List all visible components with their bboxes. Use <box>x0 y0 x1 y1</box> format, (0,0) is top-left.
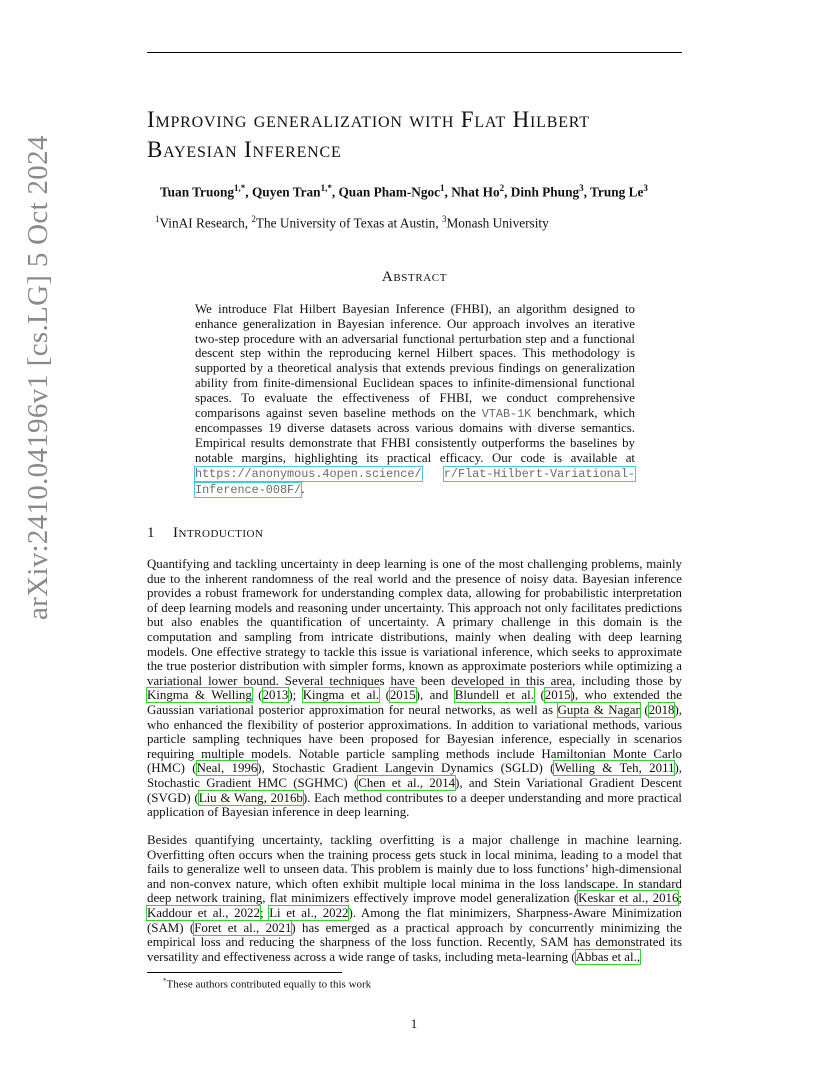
citation-author: Chen et al. <box>358 775 420 790</box>
citation-link[interactable]: Neal, 1996 <box>196 761 258 776</box>
citation-year: 2016 <box>652 891 679 906</box>
paragraph-text: Quantifying and tackling uncertainty in deep learning is one of the most challenging problems, mainly due to the inherent randomness of the real world and the presence of noisy data. Bayesian inference provides a robust framework for understanding complex data, allowing for probabilistic interpretation of deep learning models and reasoning under uncertainty. This approach not only facilitates predictions but also enables the quantification of uncertainty. A primary challenge in this domain is the computation and sampling from intricate distributions, mainly when dealing with deep learning models. One effective strategy to tackle this issue is variational inference, which seeks to approximate the true posterior distribution with simpler forms, known as approximate posteriors while optimizing a variational lower bound. Several techniques have been developed in this area, including those by <box>147 557 682 688</box>
affiliations <box>155 214 675 231</box>
abstract-body <box>195 302 635 497</box>
author-affil-mark: 3 <box>579 183 584 193</box>
footnote-text: These authors contributed equally to this work <box>166 978 372 991</box>
affil-mark: 1 <box>155 214 160 224</box>
citation-link[interactable]: Foret et al., 2021 <box>194 920 292 935</box>
citation-author: Kingma et al. <box>302 688 380 703</box>
paragraph-text: , who extended the Gaussian variational posterior approximation for neural networks, as well as <box>147 688 682 717</box>
paragraph-text: ; <box>292 688 303 703</box>
author-name: Quan Pham-Ngoc <box>338 184 441 200</box>
citation-year: 2011 <box>649 761 675 776</box>
paragraph-text: ). Among the flat minimizers, Sharpness-Aware Minimization (SAM) ( <box>147 905 682 935</box>
citation-author: Welling & Teh <box>554 761 639 776</box>
citation-link[interactable] <box>545 688 571 702</box>
citation-year: 2022 <box>234 905 260 920</box>
paragraph-text: ; <box>259 905 270 920</box>
citation-author: Kaddour et al. <box>147 905 226 920</box>
citation-link[interactable] <box>576 950 640 964</box>
paragraph-text: ), Stochastic Gradient HMC (SGHMC) ( <box>147 761 682 790</box>
paragraph-text: ), and Stein Variational Gradient Descent (SVGD) ( <box>147 775 682 805</box>
citation-year: 2022 <box>322 905 349 920</box>
citation-author: Foret et al. <box>194 920 256 935</box>
paragraph-text: , <box>636 949 641 964</box>
intro-paragraph-2 <box>147 833 682 964</box>
citation-author: Neal <box>196 761 221 776</box>
author-name: Trung Le <box>590 184 644 200</box>
section-heading <box>147 525 682 542</box>
header-rule <box>147 52 682 53</box>
author-affil-mark: 3 <box>643 183 648 193</box>
citation-author: Keskar et al. <box>578 891 646 906</box>
author-affil-mark: 1,* <box>320 183 332 193</box>
paper-title <box>147 105 707 165</box>
affil-mark: 3 <box>441 214 447 224</box>
footnote-mark: * <box>163 977 167 985</box>
author-affil-mark: 1 <box>440 183 445 193</box>
abstract-text: . <box>301 481 305 496</box>
citation-link[interactable] <box>147 688 252 702</box>
section-title: Introduction <box>173 525 264 541</box>
citation-year: 2018 <box>648 702 675 717</box>
author-affil-mark: 2 <box>499 183 505 193</box>
code-url-link[interactable]: https://anonymous.4open.science/ <box>195 466 422 481</box>
author-list: Tuan Truong$^{1,*}$, Quyen Tran$^{1,*}$, Quan Pham-Ngoc$^1$, Nhat Ho$^2$, Dinh Phung$^3$, Trung Le$^3$ <box>160 183 648 200</box>
citation-year: 2016b <box>270 790 303 805</box>
abstract-heading: Abstract <box>381 269 448 285</box>
citation-author: Li et al. <box>269 905 314 920</box>
footnote-rule <box>147 972 342 973</box>
footnote <box>163 977 371 991</box>
paragraph-text: ; <box>678 891 683 906</box>
paragraph-text: ) has emerged as a practical approach by concurrently minimizing the empirical loss and reducing the sharpness of the loss function. Recently, SAM has demonstrated its versatility and effectiveness across a wide range of tasks, including meta-learning ( <box>147 920 683 964</box>
citation-link[interactable]: Liu & Wang, 2016b <box>198 790 303 805</box>
citation-year: 1996 <box>231 761 258 776</box>
citation-author: Blundell et al. <box>454 688 534 703</box>
title-line-2: Bayesian Inference <box>147 137 342 162</box>
citation-year: 2013 <box>262 688 289 703</box>
author-name: Nhat Ho <box>451 184 500 200</box>
citation-author: Abbas et al. <box>575 949 637 964</box>
paragraph-text: , and <box>419 688 455 703</box>
citation-link[interactable] <box>303 688 379 702</box>
citation-year: 2015 <box>544 688 571 703</box>
citation-link[interactable] <box>455 688 534 702</box>
affil-text: Monash University <box>446 215 549 231</box>
page-number: 1 <box>410 1016 418 1031</box>
paragraph-text: , who enhanced the flexibility of posterior approximations. In addition to variational methods, various particle sampling techniques have been proposed for Bayesian inference, especially in scenarios requiring multiple models. Notable particle sampling methods include Hamiltonian Monte Carlo (HMC) ( <box>147 702 683 776</box>
affil-text: The University of Texas at Austin, <box>255 215 442 231</box>
citation-author: Gupta & Nagar <box>557 702 640 717</box>
citation-link[interactable]: Welling & Teh, 2011 <box>554 761 675 776</box>
arxiv-identifier: arXiv:2410.04196v1 [cs.LG] 5 Oct 2024 <box>22 135 54 620</box>
paragraph-text: ). Each method contributes to a deeper understanding and more practical application of Bayesian inference in deep learning. <box>147 790 683 820</box>
section-number: 1 <box>147 525 155 541</box>
citation-link[interactable] <box>263 688 289 702</box>
citation-link[interactable]: Chen et al., 2014 <box>358 775 456 790</box>
intro-paragraph-1: Quantifying and tackling uncertainty in deep learning is one of the most challenging problems, mainly due to the inherent randomness of the real world and the presence of noisy data. Bayesian inference provides a robust framework for understanding complex data, allowing for probabilistic interpretation of deep learning models and reasoning under uncertainty. This approach not only facilitates predictions but also enables the quantification of uncertainty. A primary challenge in this domain is the computation and sampling from intricate distributions, mainly when dealing with deep learning models. One effective strategy to tackle this issue is variational inference, which seeks to approximate the true posterior distribution with simpler forms, known as approximate posteriors while optimizing a variational lower bound. Several techniques have been developed in this area, including those by Kingma & Welling (2013); Kingma et al. (2015), and Blundell et al. (2015), who extended the Gaussian variational posterior approximation for neural networks, as well as Gupta & Nagar (2018), who enhanced the flexibility of posterior approximations. In addition to variational methods, various particle sampling techniques have been proposed for Bayesian inference, especially in scenarios requiring multiple models. Notable particle sampling methods include Hamiltonian Monte Carlo (HMC) (Neal, 1996), Stochastic Gradient Langevin Dynamics (SGLD) (Welling & Teh, 2011), Stochastic Gradient HMC (SGHMC) (Chen et al., 2014), and Stein Variational Gradient Descent (SVGD) (Liu & Wang, 2016b). Each method contributes to a deeper understanding and more practical application of Bayesian inference in deep learning. <box>147 557 683 820</box>
citation-year: 2015 <box>389 688 416 703</box>
citation-link[interactable] <box>558 703 640 717</box>
author-name: Quyen Tran <box>251 184 321 200</box>
citation-year: 2014 <box>429 775 456 790</box>
author-name: Dinh Phung <box>510 184 580 200</box>
code-url-link[interactable]: r/Flat-Hilbert-Variational-Inference-008F/ <box>195 466 635 497</box>
affil-mark: 2 <box>251 214 256 224</box>
paragraph-text: Besides quantifying uncertainty, tackling overfitting is a major challenge in machine learning. Overfitting often occurs when the training process gets stuck in local minima, leading to a model that fails to generalize well to unseen data. This problem is mainly due to loss functions’ high-dimensional and non-convex nature, which often exhibit multiple local minima in the loss landscape. In standard deep network training, flat minimizers effectively improve model generalization ( <box>147 833 682 906</box>
citation-year: 2021 <box>265 920 292 935</box>
citation-link[interactable]: Li et al., 2022 <box>269 905 349 920</box>
citation-link[interactable] <box>390 688 416 702</box>
abstract-text: benchmark, which encompasses 19 diverse datasets across various domains with diverse semantics. Empirical results demonstrate that FHBI consistently outperforms the baselines by notable margins, highlighting its practical efficacy. Our code is available at <box>195 405 636 465</box>
benchmark-name: VTAB-1K <box>481 406 532 421</box>
author-affil-mark: 1,* <box>234 183 246 193</box>
citation-link[interactable]: Kaddour et al., 2022 <box>147 905 260 920</box>
citation-author: Liu & Wang <box>198 790 264 805</box>
author-name: Tuan Truong <box>160 184 235 200</box>
citation-link[interactable] <box>649 703 675 717</box>
citation-link[interactable]: Keskar et al., 2016 <box>578 891 679 906</box>
title-line-1: Improving generalization with Flat Hilbert <box>147 107 590 132</box>
citation-author: Kingma & Welling <box>147 688 252 703</box>
affil-text: VinAI Research, <box>159 215 252 231</box>
paragraph-text: ), Stochastic Gradient Langevin Dynamics (SGLD) ( <box>257 761 555 776</box>
abstract-text: We introduce Flat Hilbert Bayesian Inference (FHBI), an algorithm designed to enhance generalization in Bayesian inference. Our approach involves an iterative two-step procedure with an adversarial functional perturbation step and a functional descent step within the reproducing kernel Hilbert spaces. This methodology is supported by a theoretical analysis that extends previous findings on generalization ability from finite-dimensional Euclidean spaces to infinite-dimensional functional spaces. To evaluate the effectiveness of FHBI, we conduct comprehensive comparisons against seven baseline methods on the <box>195 302 635 420</box>
